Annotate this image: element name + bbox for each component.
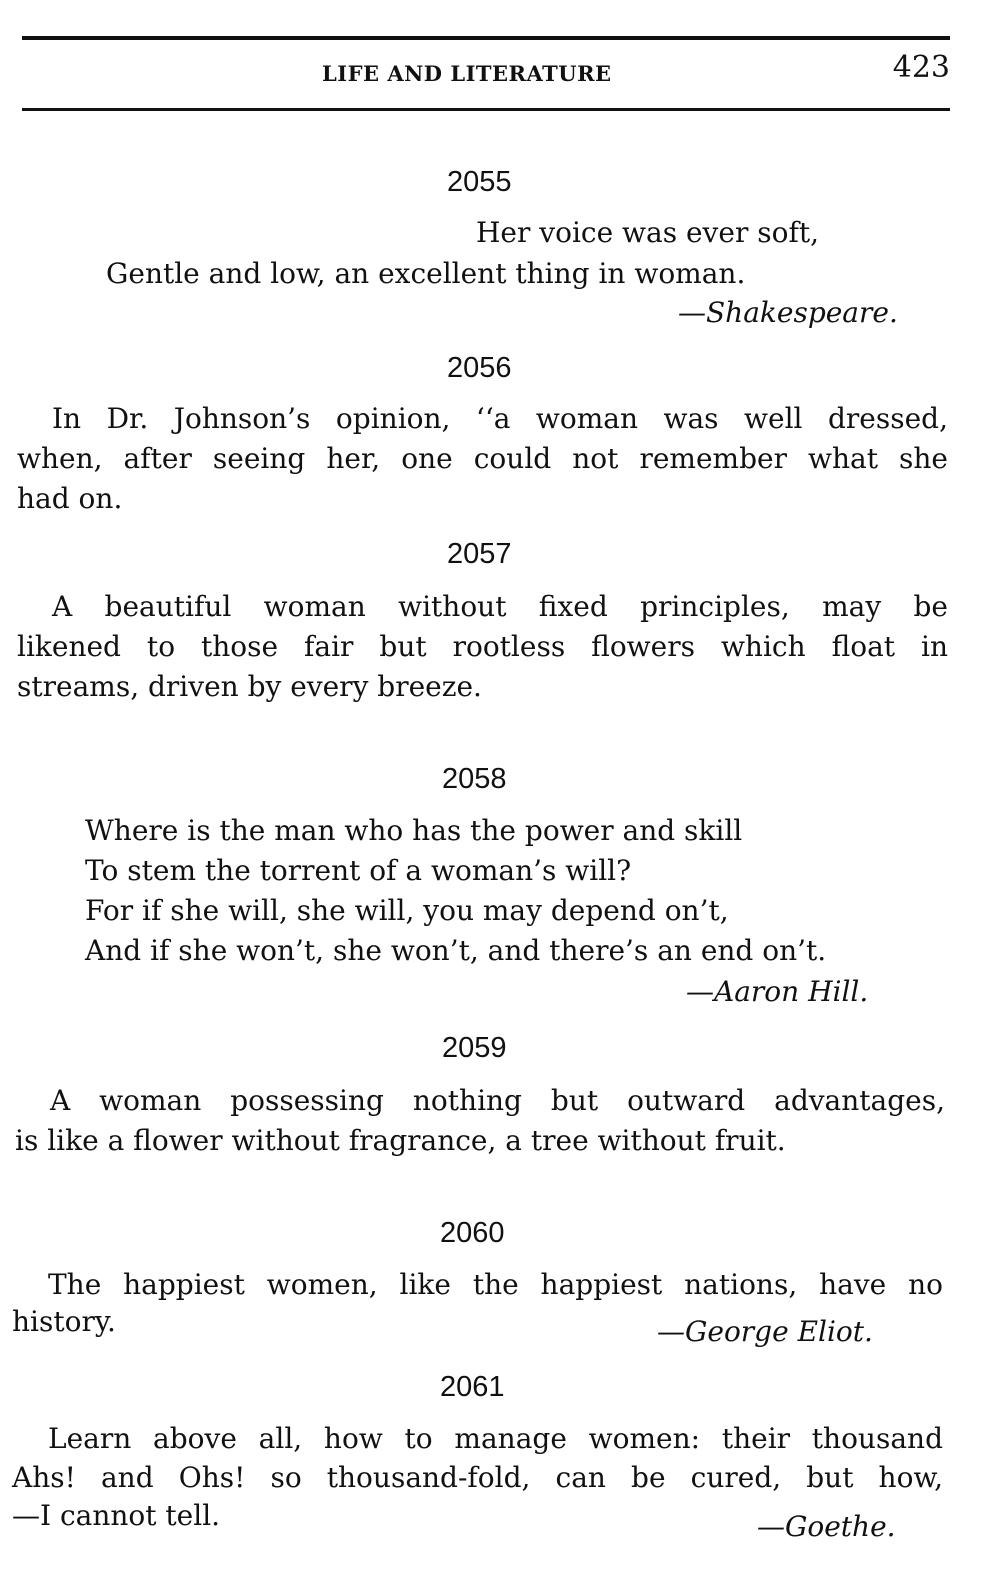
header-rule-bottom <box>22 108 950 111</box>
verse-line: Her voice was ever soft, <box>476 216 819 249</box>
prose-line: streams, driven by every breeze. <box>17 670 482 703</box>
header-rule-top <box>22 36 950 40</box>
verse-line: For if she will, she will, you may depend on’t, <box>85 894 729 927</box>
prose-line: A beautiful woman without fixed principles, may be <box>52 590 948 623</box>
prose-line: likened to those fair but rootless flowers which float in <box>17 630 948 663</box>
prose-line: when, after seeing her, one could not remember what she <box>17 442 948 475</box>
verse-line: Where is the man who has the power and skill <box>85 814 743 847</box>
entry-number: 2061 <box>440 1371 505 1403</box>
entry-number: 2057 <box>447 538 512 570</box>
verse-line: And if she won’t, she won’t, and there’s an end on’t. <box>85 934 827 967</box>
entry-number: 2058 <box>442 763 507 795</box>
attribution: —George Eliot. <box>657 1315 873 1348</box>
prose-line: is like a flower without fragrance, a tree without fruit. <box>15 1124 786 1157</box>
attribution: —Shakespeare. <box>678 296 898 329</box>
prose-line: Ahs! and Ohs! so thousand-fold, can be cured, but how, <box>12 1461 943 1494</box>
attribution: —Aaron Hill. <box>686 975 869 1008</box>
entry-number: 2059 <box>442 1032 507 1064</box>
prose-line: A woman possessing nothing but outward advantages, <box>50 1084 945 1117</box>
prose-line: In Dr. Johnson’s opinion, ‘‘a woman was well dressed, <box>52 402 948 435</box>
page-number: 423 <box>892 50 950 85</box>
attribution: —Goethe. <box>757 1510 896 1543</box>
verse-line: To stem the torrent of a woman’s will? <box>85 854 632 887</box>
entry-number: 2055 <box>447 166 512 198</box>
entry-number: 2056 <box>447 352 512 384</box>
running-title: LIFE AND LITERATURE <box>322 61 612 86</box>
entry-number: 2060 <box>440 1217 505 1249</box>
verse-line: Gentle and low, an excellent thing in woman. <box>106 257 746 290</box>
prose-line: —I cannot tell. <box>12 1499 221 1532</box>
prose-line: Learn above all, how to manage women: their thousand <box>48 1422 943 1455</box>
prose-line: history. <box>12 1305 116 1338</box>
prose-line: had on. <box>17 482 123 515</box>
prose-line: The happiest women, like the happiest nations, have no <box>48 1268 943 1301</box>
